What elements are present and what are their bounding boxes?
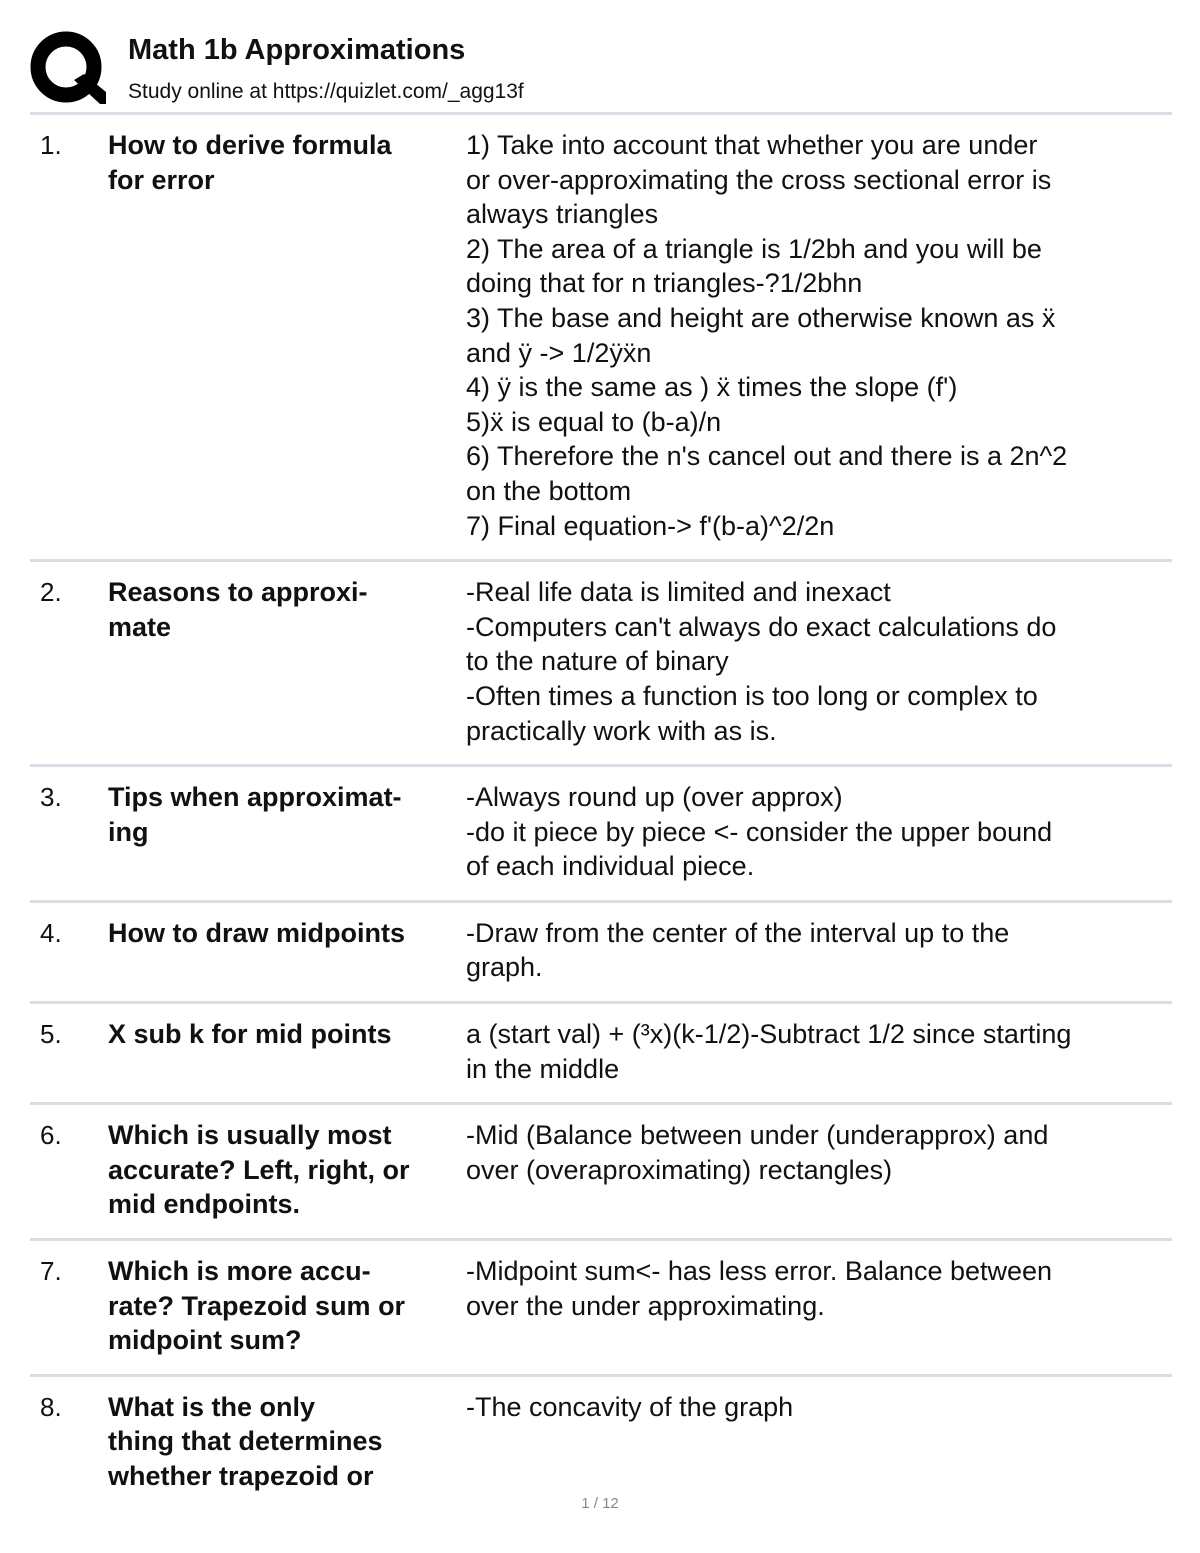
study-link: Study online at https://quizlet.com/_agg13f [128, 80, 524, 103]
table-row [30, 903, 1172, 1004]
card-number: 3. [40, 782, 62, 813]
card-number: 6. [40, 1120, 62, 1151]
card-definition: -The concavity of the graph [466, 1391, 794, 1422]
table-row [30, 115, 1172, 562]
card-term: X sub k for mid points [108, 1019, 392, 1050]
card-term: Which is more accu- rate? Trapezoid sum or midpoint sum? [108, 1256, 406, 1356]
card-term: Reasons to approxi- mate [108, 577, 368, 642]
card-definition: -Midpoint sum<- has less error. Balance between over the under approximating. [466, 1256, 1053, 1321]
table-row [30, 1377, 1172, 1510]
card-term: Which is usually most accurate? Left, right, or mid endpoints. [108, 1120, 410, 1220]
card-definition: -Draw from the center of the interval up to the graph. [466, 917, 1010, 983]
table-row [30, 1241, 1172, 1377]
card-term: What is the only thing that determines whether trapezoid or [108, 1391, 383, 1491]
card-definition: a (start val) + (³x)(k-1/2)-Subtract 1/2 since starting in the middle [466, 1019, 1072, 1084]
page-number: 1 / 12 [581, 1495, 619, 1512]
card-number: 7. [40, 1256, 62, 1287]
page-title: Math 1b Approximations [128, 34, 466, 66]
card-number: 4. [40, 917, 62, 948]
card-number: 1. [40, 130, 62, 160]
card-definition: 1) Take into account that whether you are under or over-approximating the cross sectional error is always triangles 2) The area of a triangle is 1/2bh and you will be doing that for n triangles-?1/2bhn 3) The base and height are otherwise known as ẍ and ÿ -> 1/2ÿẍn 4) ÿ is the same as ) ẍ times the slope (f') 5)ẍ is equal to (b-a)/n 6) Therefore the n's cancel out and there is a 2n^2 on the bottom 7) Final equation-> f'(b-a)^2/2n [466, 130, 1068, 541]
table-row [30, 562, 1172, 767]
flashcard-table [30, 112, 1172, 1510]
table-row [30, 1105, 1172, 1241]
card-number: 5. [40, 1019, 62, 1050]
card-definition: -Mid (Balance between under (underapprox) and over (overaproximating) rectangles) [466, 1120, 1049, 1185]
card-definition: -Real life data is limited and inexact -Computers can't always do exact calculations do to the nature of binary -Often times a function is too long or complex to practically work with as is. [466, 577, 1057, 746]
table-row [30, 767, 1172, 903]
card-term: How to draw midpoints [108, 917, 405, 948]
card-number: 8. [40, 1391, 62, 1422]
quizlet-logo-icon [30, 30, 106, 106]
card-number: 2. [40, 577, 62, 608]
card-term: Tips when approximat- ing [108, 782, 402, 847]
table-row [30, 1004, 1172, 1105]
card-definition: -Always round up (over approx) -do it piece by piece <- consider the upper bound of each individual piece. [466, 782, 1053, 882]
card-term: How to derive formula for error [108, 130, 392, 195]
